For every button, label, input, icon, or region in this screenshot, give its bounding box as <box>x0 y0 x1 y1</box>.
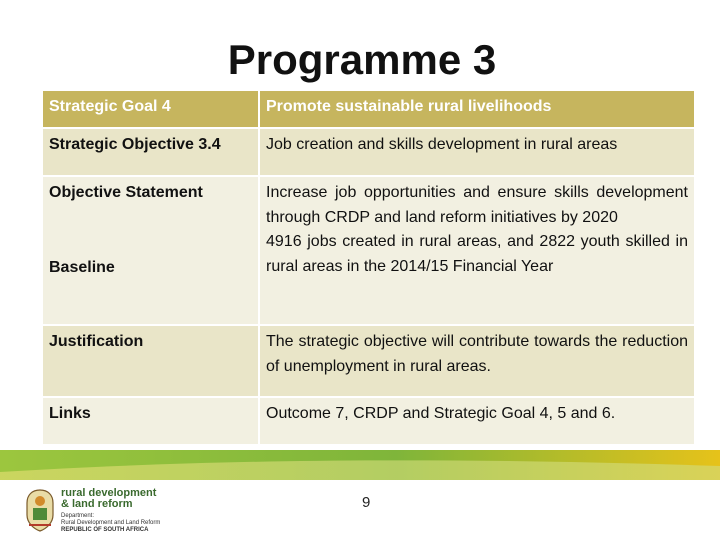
strategic-goal-value: Promote sustainable rural livelihoods <box>259 90 695 128</box>
links-label: Links <box>42 397 259 445</box>
objective-statement-label: Objective Statement <box>49 184 203 201</box>
brand-line-2: & land reform <box>61 498 133 510</box>
coat-of-arms-icon <box>22 487 58 533</box>
slide-title: Programme 3 <box>227 36 497 83</box>
table-row <box>42 325 695 397</box>
decorative-band <box>0 446 720 486</box>
justification-label: Justification <box>42 325 259 397</box>
objective-baseline-labels <box>42 176 259 325</box>
objective-baseline-values <box>259 176 695 325</box>
baseline-value: 4916 jobs created in rural areas, and 2822 youth skilled in rural areas in the 2014/15 Financial Year <box>266 233 688 275</box>
strategic-objective-label: Strategic Objective 3.4 <box>42 128 259 176</box>
department-line-1: Department: <box>61 513 95 519</box>
table-row <box>42 90 695 128</box>
department-line-3: REPUBLIC OF SOUTH AFRICA <box>61 527 149 533</box>
strategic-objective-value: Job creation and skills development in rural areas <box>259 128 695 176</box>
strategic-goal-label: Strategic Goal 4 <box>42 90 259 128</box>
department-line-2: Rural Development and Land Reform <box>61 520 161 526</box>
table-row <box>42 397 695 445</box>
page-number: 9 <box>362 494 371 511</box>
objective-statement-value: Increase job opportunities and ensure skills development through CRDP and land reform initiatives by 2020 <box>266 184 688 226</box>
department-logo-text <box>61 488 171 534</box>
links-value: Outcome 7, CRDP and Strategic Goal 4, 5 and 6. <box>259 397 695 445</box>
justification-value: The strategic objective will contribute towards the reduction of unemployment in rural areas. <box>259 325 695 397</box>
brand-line-1: rural development <box>61 487 157 499</box>
table-row <box>42 128 695 176</box>
table-row <box>42 176 695 325</box>
baseline-label: Baseline <box>49 258 115 276</box>
programme-table <box>41 89 696 446</box>
